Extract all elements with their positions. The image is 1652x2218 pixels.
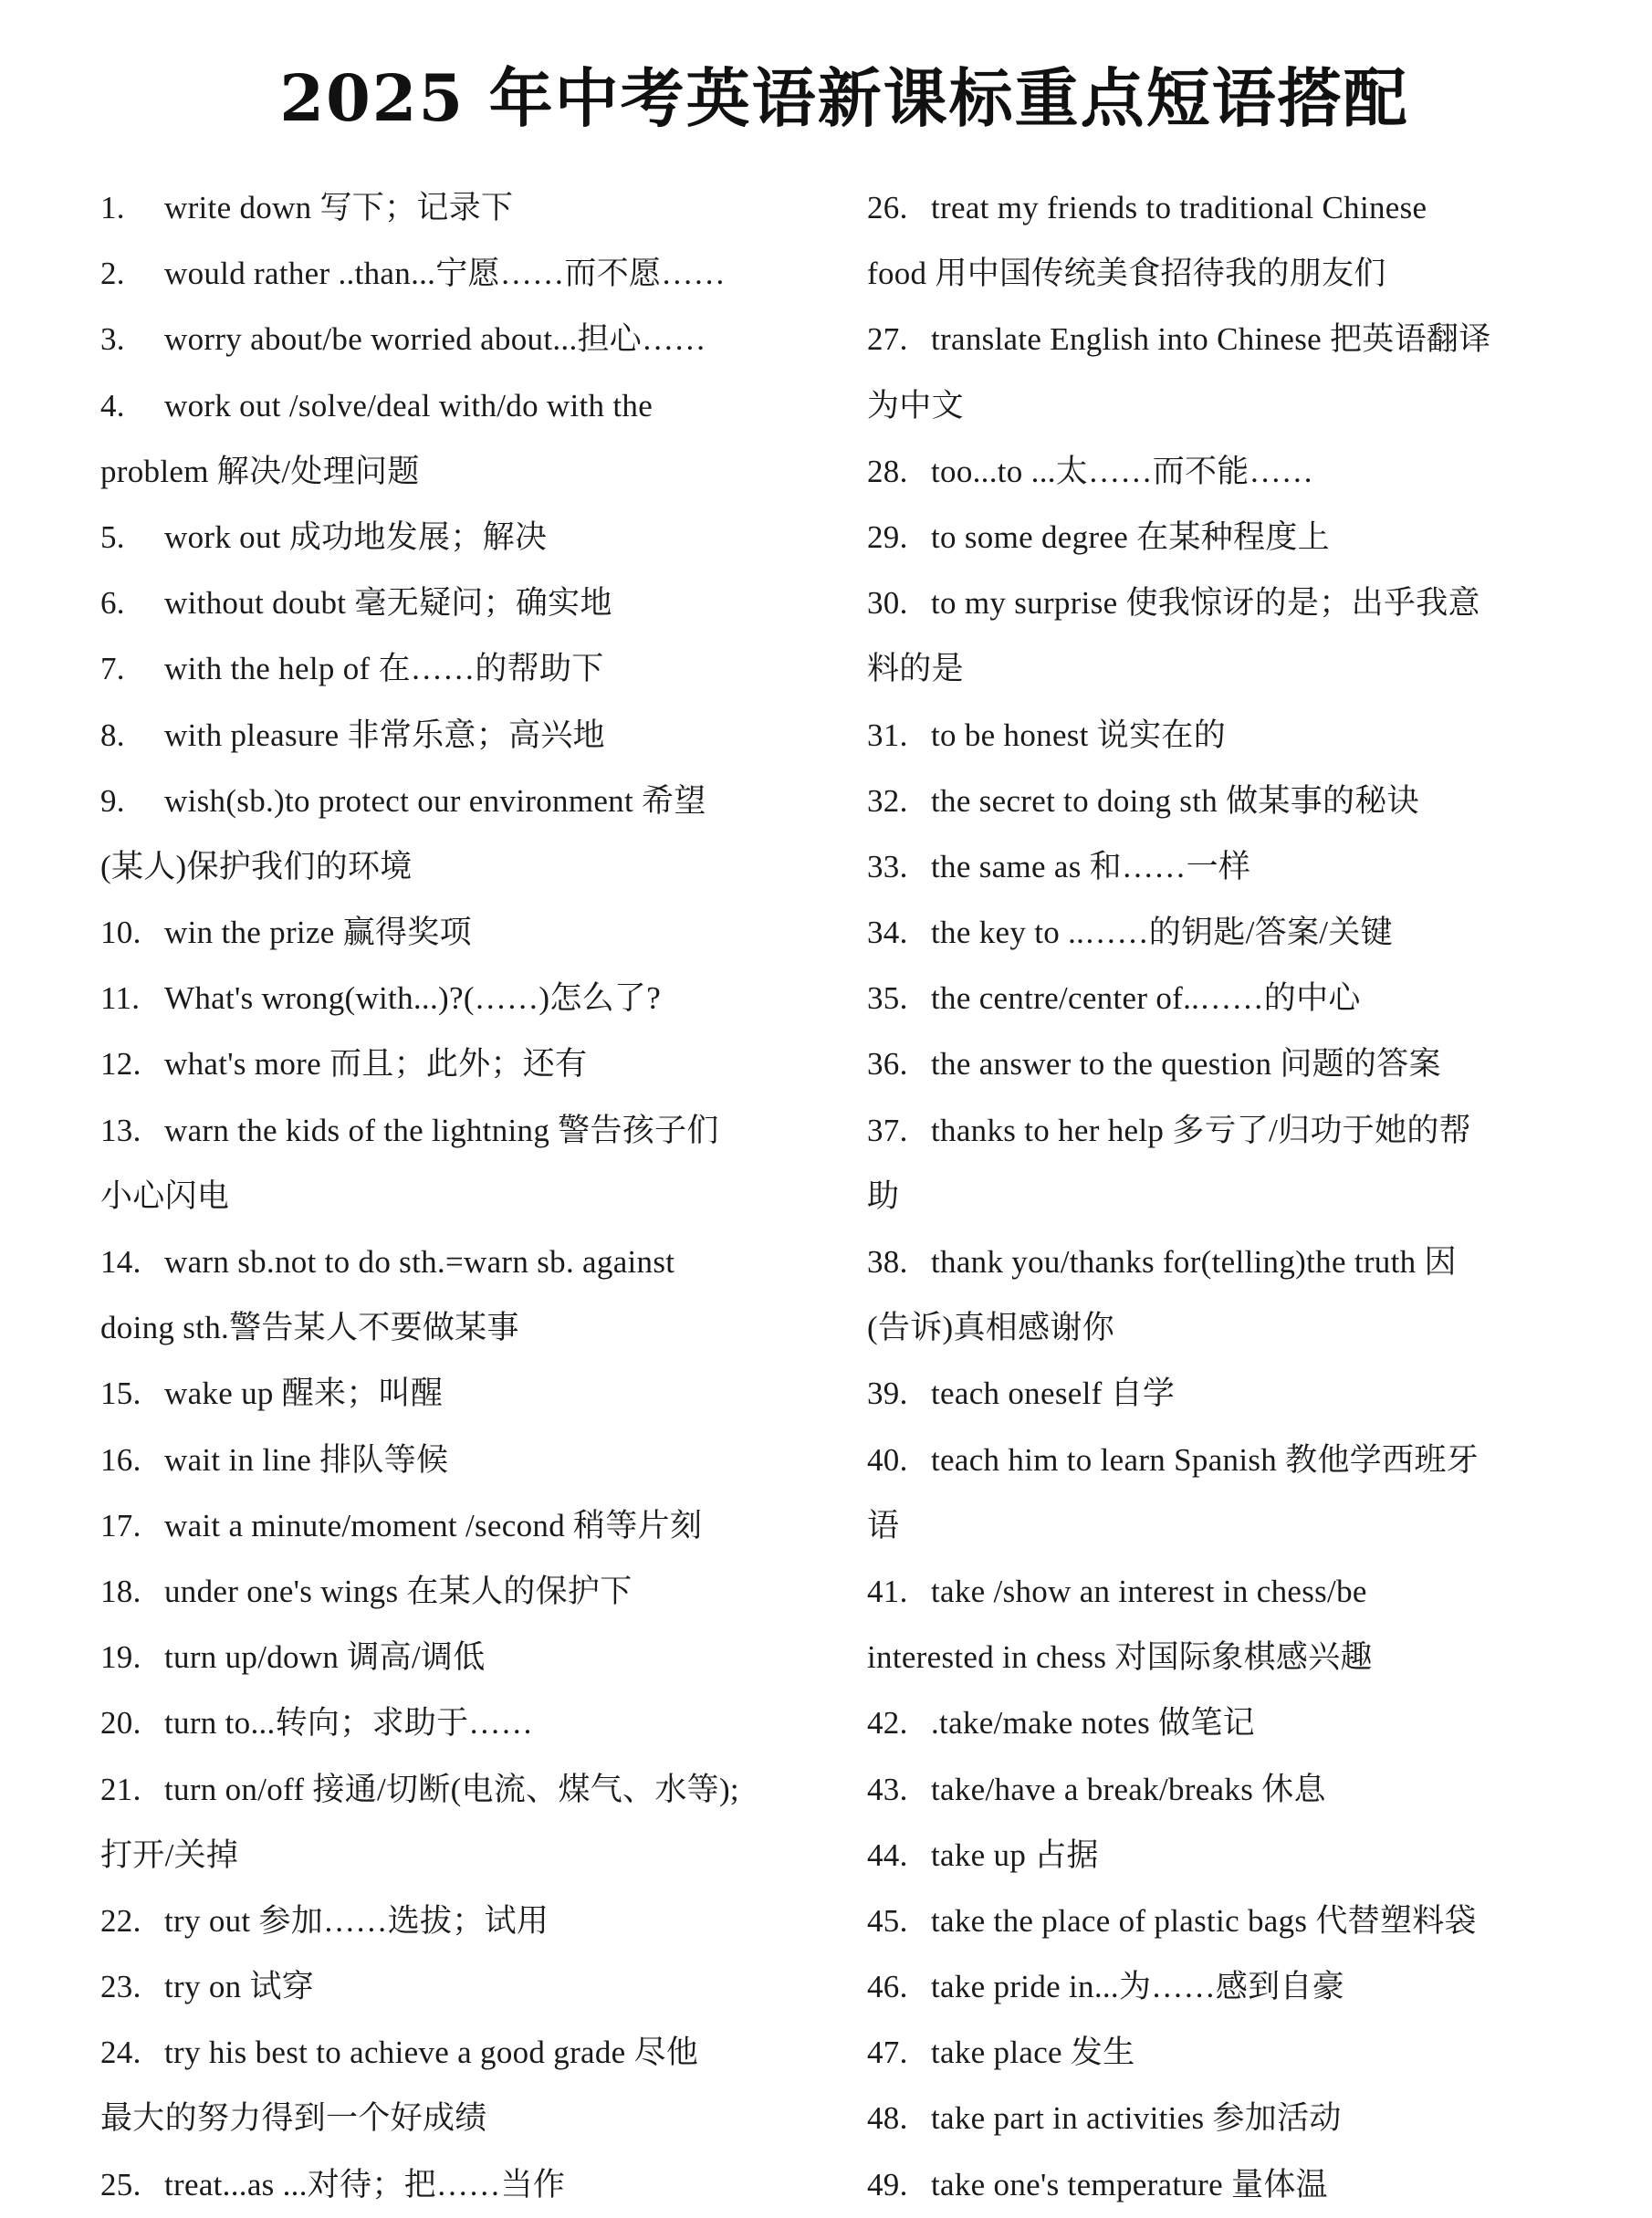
phrase-number: 30. xyxy=(867,585,908,622)
phrase-text: try his best to achieve a good grade 尽他 xyxy=(164,2035,699,2071)
phrase-item xyxy=(100,1031,849,1097)
phrase-text: worry about/be worried about...担心…… xyxy=(164,321,706,358)
phrase-text: warn sb.not to do sth.=warn sb. against xyxy=(164,1244,675,1280)
phrase-number: 26. xyxy=(867,190,908,225)
phrase-item xyxy=(100,175,849,241)
phrase-item xyxy=(100,307,849,372)
phrase-number: 3. xyxy=(100,321,125,358)
phrase-item xyxy=(100,636,849,702)
phrase-item xyxy=(867,769,1588,834)
phrase-number: 31. xyxy=(867,717,908,753)
phrase-item xyxy=(100,241,849,307)
phrase-text: take /show an interest in chess/be xyxy=(931,1573,1367,1609)
phrase-number: 1. xyxy=(100,190,125,225)
phrase-number: 44. xyxy=(867,1836,908,1873)
phrase-text: interested in chess 对国际象棋感兴趣 xyxy=(867,1639,1373,1676)
phrase-text: take the place of plastic bags 代替塑料袋 xyxy=(931,1902,1477,1939)
phrase-item xyxy=(867,1098,1588,1164)
phrase-text: try out 参加……选拔；试用 xyxy=(164,1902,549,1939)
phrase-text: turn on/off 接通/切断(电流、煤气、水等); xyxy=(164,1771,739,1807)
phrase-number: 7. xyxy=(100,651,125,687)
phrase-text: too...to ...太……而不能…… xyxy=(931,453,1314,489)
phrase-text: thank you/thanks for(telling)the truth 因 xyxy=(931,1244,1457,1280)
phrase-text: the same as 和……一样 xyxy=(931,848,1251,884)
phrase-item xyxy=(100,1493,849,1559)
phrase-number: 16. xyxy=(100,1441,141,1478)
phrase-number: 39. xyxy=(867,1376,908,1412)
phrase-text: to some degree 在某种程度上 xyxy=(931,518,1330,555)
phrase-text: take pride in...为……感到自豪 xyxy=(931,1969,1345,2005)
phrase-number: 12. xyxy=(100,1046,141,1083)
phrase-item xyxy=(867,834,1588,900)
phrase-text: treat...as ...对待；把……当作 xyxy=(164,2166,566,2202)
phrase-number: 42. xyxy=(867,1705,908,1742)
phrase-text: 打开/关掉 xyxy=(100,1836,239,1873)
phrase-text: thanks to her help 多亏了/归功于她的帮 xyxy=(931,1112,1471,1148)
phrase-number: 24. xyxy=(100,2035,141,2071)
phrase-item xyxy=(867,2152,1588,2218)
phrase-number: 23. xyxy=(100,1969,141,2005)
phrase-text: 最大的努力得到一个好成绩 xyxy=(100,2100,487,2137)
phrase-number: 41. xyxy=(867,1573,908,1609)
phrase-text: the answer to the question 问题的答案 xyxy=(931,1046,1441,1083)
phrase-number: 4. xyxy=(100,387,125,424)
phrase-text: What's wrong(with...)?(……)怎么了? xyxy=(164,980,662,1017)
phrase-number: 17. xyxy=(100,1507,141,1543)
phrase-continuation xyxy=(100,1823,849,1888)
phrase-number: 33. xyxy=(867,848,908,884)
phrase-text: 小心闪电 xyxy=(100,1177,230,1214)
phrase-item xyxy=(867,175,1588,241)
phrase-item xyxy=(100,1559,849,1625)
phrase-item xyxy=(100,505,849,570)
phrase-number: 10. xyxy=(100,915,141,951)
phrase-text: .take/make notes 做笔记 xyxy=(931,1705,1255,1742)
phrase-text: (某人)保护我们的环境 xyxy=(100,848,413,884)
phrase-number: 36. xyxy=(867,1046,908,1083)
phrase-item xyxy=(867,1823,1588,1888)
phrase-number: 11. xyxy=(100,980,141,1017)
phrase-item xyxy=(867,505,1588,570)
phrase-text: 料的是 xyxy=(867,651,964,687)
phrase-number: 5. xyxy=(100,518,125,555)
phrase-item xyxy=(100,1361,849,1427)
phrase-item xyxy=(100,900,849,966)
phrase-continuation xyxy=(867,1295,1588,1361)
phrase-number: 37. xyxy=(867,1112,908,1148)
phrase-text: wish(sb.)to protect our environment 希望 xyxy=(164,782,706,819)
phrase-text: 为中文 xyxy=(867,387,964,424)
phrase-item xyxy=(100,1954,849,2020)
phrase-number: 15. xyxy=(100,1376,141,1412)
phrase-continuation xyxy=(867,1625,1588,1690)
phrase-text: without doubt 毫无疑问；确实地 xyxy=(164,585,612,622)
phrase-number: 19. xyxy=(100,1639,141,1676)
phrase-item xyxy=(100,2020,849,2086)
phrase-number: 14. xyxy=(100,1244,141,1280)
phrase-number: 20. xyxy=(100,1705,141,1742)
phrase-text: with the help of 在……的帮助下 xyxy=(164,651,604,687)
phrase-item xyxy=(100,769,849,834)
phrase-item xyxy=(867,1757,1588,1823)
phrase-number: 46. xyxy=(867,1969,908,2005)
phrase-item xyxy=(100,966,849,1031)
phrase-item xyxy=(867,1954,1588,2020)
phrase-number: 43. xyxy=(867,1771,908,1807)
phrase-number: 45. xyxy=(867,1902,908,1939)
phrase-text: the key to ..……的钥匙/答案/关键 xyxy=(931,915,1393,951)
phrase-number: 27. xyxy=(867,321,908,358)
phrase-text: work out /solve/deal with/do with the xyxy=(164,387,653,424)
phrase-columns xyxy=(100,175,1588,2218)
phrase-item xyxy=(867,1428,1588,1493)
phrase-continuation xyxy=(867,1493,1588,1559)
phrase-text: the centre/center of..……的中心 xyxy=(931,980,1361,1017)
phrase-item xyxy=(867,966,1588,1031)
phrase-item xyxy=(100,2152,849,2218)
phrase-number: 22. xyxy=(100,1902,141,1939)
phrase-text: the secret to doing sth 做某事的秘诀 xyxy=(931,782,1419,819)
phrase-item xyxy=(100,1690,849,1756)
phrase-continuation xyxy=(100,834,849,900)
phrase-text: take place 发生 xyxy=(931,2035,1135,2071)
phrase-text: translate English into Chinese 把英语翻译 xyxy=(931,321,1491,358)
phrase-continuation xyxy=(867,373,1588,439)
phrase-text: wake up 醒来；叫醒 xyxy=(164,1376,444,1412)
phrase-text: 语 xyxy=(867,1507,900,1543)
phrase-continuation xyxy=(100,1295,849,1361)
phrase-text: try on 试穿 xyxy=(164,1969,315,2005)
phrase-item xyxy=(867,2086,1588,2151)
phrase-text: to be honest 说实在的 xyxy=(931,717,1226,753)
phrase-item xyxy=(867,900,1588,966)
phrase-text: to my surprise 使我惊讶的是；出乎我意 xyxy=(931,585,1480,622)
phrase-text: take up 占据 xyxy=(931,1836,1099,1873)
phrase-number: 47. xyxy=(867,2035,908,2071)
phrase-continuation xyxy=(867,241,1588,307)
phrase-continuation xyxy=(100,1164,849,1229)
phrase-number: 25. xyxy=(100,2166,141,2202)
phrase-item xyxy=(867,1229,1588,1295)
phrase-number: 29. xyxy=(867,518,908,555)
phrase-number: 49. xyxy=(867,2166,908,2202)
phrase-continuation xyxy=(867,636,1588,702)
phrase-continuation xyxy=(867,1164,1588,1229)
phrase-item xyxy=(867,307,1588,372)
phrase-text: take one's temperature 量体温 xyxy=(931,2166,1328,2202)
phrase-text: teach oneself 自学 xyxy=(931,1376,1176,1412)
phrase-text: turn to...转向；求助于…… xyxy=(164,1705,534,1742)
phrase-text: write down 写下；记录下 xyxy=(164,190,514,225)
phrase-number: 40. xyxy=(867,1441,908,1478)
phrase-item xyxy=(100,1625,849,1690)
phrase-number: 38. xyxy=(867,1244,908,1280)
phrase-item xyxy=(867,703,1588,769)
phrase-text: food 用中国传统美食招待我的朋友们 xyxy=(867,256,1386,292)
phrase-number: 18. xyxy=(100,1573,141,1609)
phrase-number: 2. xyxy=(100,256,125,292)
phrase-text: what's more 而且；此外；还有 xyxy=(164,1046,588,1083)
left-column xyxy=(100,175,849,2218)
phrase-item xyxy=(867,1690,1588,1756)
right-column xyxy=(867,175,1588,2218)
phrase-item xyxy=(100,1098,849,1164)
phrase-item xyxy=(867,1361,1588,1427)
phrase-number: 28. xyxy=(867,453,908,489)
phrase-item xyxy=(867,1031,1588,1097)
phrase-text: wait in line 排队等候 xyxy=(164,1441,449,1478)
phrase-item xyxy=(867,1559,1588,1625)
phrase-item xyxy=(100,1757,849,1823)
phrase-text: take part in activities 参加活动 xyxy=(931,2100,1342,2137)
phrase-number: 6. xyxy=(100,585,125,622)
phrase-number: 48. xyxy=(867,2100,908,2137)
phrase-text: 助 xyxy=(867,1177,900,1214)
phrase-text: work out 成功地发展；解决 xyxy=(164,518,548,555)
phrase-number: 9. xyxy=(100,782,125,819)
phrase-text: doing sth.警告某人不要做某事 xyxy=(100,1310,519,1346)
phrase-text: with pleasure 非常乐意；高兴地 xyxy=(164,717,605,753)
page-title: 2025 年中考英语新课标重点短语搭配 xyxy=(279,60,1409,136)
phrase-number: 34. xyxy=(867,915,908,951)
phrase-text: wait a minute/moment /second 稍等片刻 xyxy=(164,1507,703,1543)
phrase-text: take/have a break/breaks 休息 xyxy=(931,1771,1326,1807)
phrase-text: warn the kids of the lightning 警告孩子们 xyxy=(164,1112,719,1148)
phrase-item xyxy=(867,570,1588,636)
phrase-text: problem 解决/处理问题 xyxy=(100,453,420,489)
phrase-continuation xyxy=(100,2086,849,2151)
phrase-number: 21. xyxy=(100,1771,141,1807)
phrase-text: turn up/down 调高/调低 xyxy=(164,1639,486,1676)
phrase-number: 32. xyxy=(867,782,908,819)
phrase-text: under one's wings 在某人的保护下 xyxy=(164,1573,633,1609)
phrase-item xyxy=(100,703,849,769)
phrase-number: 13. xyxy=(100,1112,141,1148)
phrase-text: teach him to learn Spanish 教他学西班牙 xyxy=(931,1441,1479,1478)
phrase-item xyxy=(100,373,849,439)
phrase-continuation xyxy=(100,439,849,505)
phrase-item xyxy=(867,1888,1588,1954)
phrase-item xyxy=(100,570,849,636)
phrase-text: treat my friends to traditional Chinese xyxy=(931,190,1427,225)
phrase-number: 8. xyxy=(100,717,125,753)
phrase-item xyxy=(100,1229,849,1295)
phrase-item xyxy=(867,439,1588,505)
phrase-item xyxy=(100,1428,849,1493)
phrase-text: (告诉)真相感谢你 xyxy=(867,1310,1115,1346)
phrase-text: win the prize 赢得奖项 xyxy=(164,915,472,951)
phrase-text: would rather ..than...宁愿……而不愿…… xyxy=(164,256,726,292)
phrase-number: 35. xyxy=(867,980,908,1017)
phrase-item xyxy=(867,2020,1588,2086)
phrase-item xyxy=(100,1888,849,1954)
